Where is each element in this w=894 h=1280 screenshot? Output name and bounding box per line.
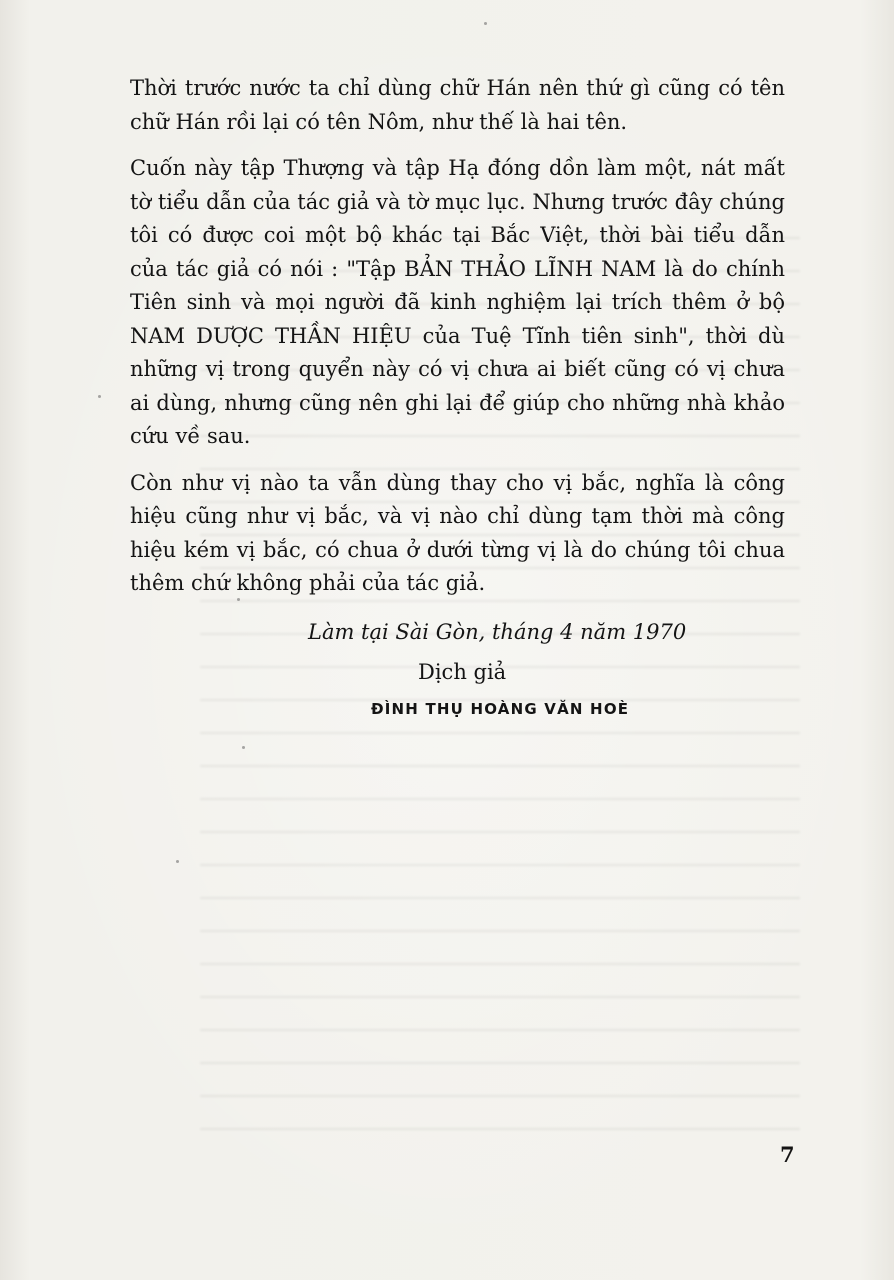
paper-speck xyxy=(237,598,240,601)
paragraph-2: Cuốn này tập Thượng và tập Hạ đóng dồn làm một, nát mất tờ tiểu dẫn của tác giả và tờ mục lục. Nhưng trước đây chúng tôi có được coi một bộ khác tại Bắc Việt, thời bài tiểu dẫn của tác giả có nói : "Tập BẢN THẢO LĨNH NAM là do chính Tiên sinh và mọi người đã kinh nghiệm lại trích thêm ở bộ NAM DƯỢC THẦN HIỆU của Tuệ Tĩnh tiên sinh", thời dù những vị trong quyển này có vị chưa ai biết cũng có vị chưa ai dùng, nhưng cũng nên ghi lại để giúp cho những nhà khảo cứu về sau. xyxy=(130,156,785,448)
paper-speck xyxy=(484,22,487,25)
signature-name: ĐÌNH THỤ HOÀNG VĂN HOÈ xyxy=(371,700,630,718)
paragraph-1: Thời trước nước ta chỉ dùng chữ Hán nên thứ gì cũng có tên chữ Hán rồi lại có tên Nôm, như thế là hai tên. xyxy=(130,76,785,134)
signature-place-date: Làm tại Sài Gòn, tháng 4 năm 1970 xyxy=(308,620,687,644)
paragraph-3: Còn như vị nào ta vẫn dùng thay cho vị bắc, nghĩa là công hiệu cũng như vị bắc, và vị nào chỉ dùng tạm thời mà công hiệu kém vị bắc, có chua ở dưới từng vị là do chúng tôi chua thêm chứ không phải của tác giả. xyxy=(130,470,785,595)
page-number: 7 xyxy=(780,1142,795,1167)
paper-speck xyxy=(242,746,245,749)
paper-speck xyxy=(176,860,179,863)
body-text xyxy=(130,72,785,614)
paper-speck xyxy=(98,395,101,398)
signature-role: Dịch giả xyxy=(418,660,507,684)
